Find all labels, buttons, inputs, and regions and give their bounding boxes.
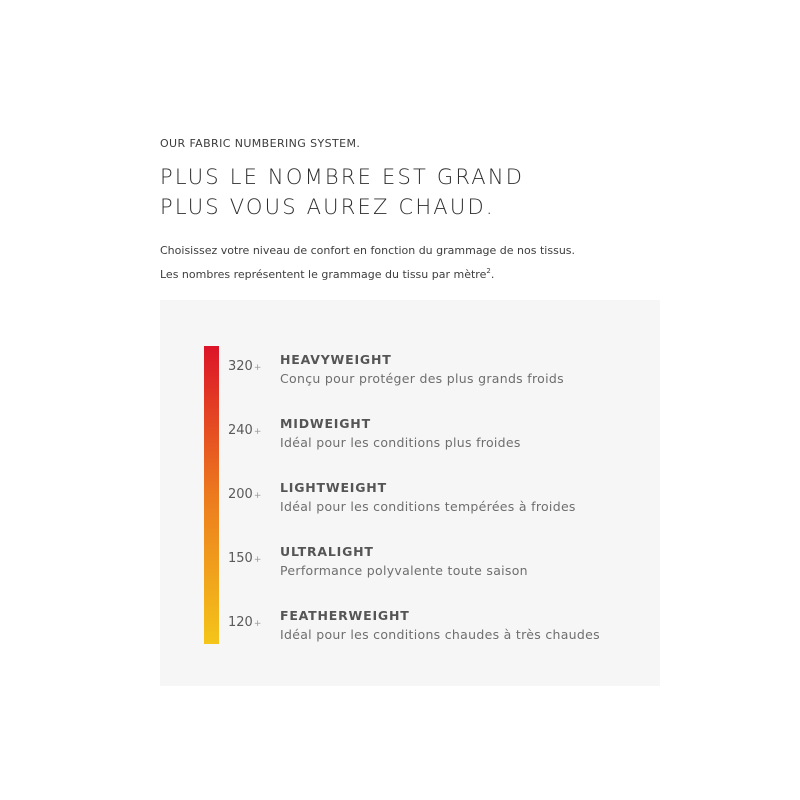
tier-name: LIGHTWEIGHT — [280, 480, 387, 495]
tier-name: ULTRALIGHT — [280, 544, 374, 559]
tier-weight-value — [228, 615, 268, 630]
tier-weight-value — [228, 359, 268, 374]
tier-weight-value — [228, 487, 268, 502]
intro-line-2-text: Les nombres représentent le grammage du tissu par mètre — [160, 268, 487, 281]
plus-sign: + — [253, 491, 262, 501]
weight-number: 120 — [228, 615, 253, 630]
tier-description: Idéal pour les conditions plus froides — [280, 435, 521, 450]
headline-line-1: PLUS LE NOMBRE EST GRAND — [160, 165, 525, 189]
tier-featherweight — [228, 608, 648, 648]
weight-number: 200 — [228, 487, 253, 502]
warmth-gradient-bar — [204, 346, 219, 644]
intro-text — [160, 239, 575, 287]
plus-sign: + — [253, 619, 262, 629]
tier-name: HEAVYWEIGHT — [280, 352, 392, 367]
tier-ultralight — [228, 544, 648, 584]
page-headline — [160, 162, 524, 222]
weight-number: 240 — [228, 423, 253, 438]
tier-name: FEATHERWEIGHT — [280, 608, 410, 623]
tier-weight-value — [228, 551, 268, 566]
plus-sign: + — [253, 363, 262, 373]
tier-heavyweight — [228, 352, 648, 392]
superscript-two: 2 — [486, 267, 491, 275]
intro-line-2 — [160, 263, 575, 287]
intro-line-2-end: . — [490, 268, 495, 281]
section-eyebrow: OUR FABRIC NUMBERING SYSTEM. — [160, 137, 361, 150]
weight-number: 320 — [228, 359, 253, 374]
tier-lightweight — [228, 480, 648, 520]
tier-description: Conçu pour protéger des plus grands froids — [280, 371, 564, 386]
intro-line-1: Choisissez votre niveau de confort en fonction du grammage de nos tissus. — [160, 244, 576, 257]
tier-name: MIDWEIGHT — [280, 416, 371, 431]
plus-sign: + — [253, 427, 262, 437]
fabric-weight-scale-panel — [160, 300, 660, 686]
tier-weight-value — [228, 423, 268, 438]
tier-description: Idéal pour les conditions tempérées à froides — [280, 499, 576, 514]
tier-description: Idéal pour les conditions chaudes à très chaudes — [280, 627, 600, 642]
tier-midweight — [228, 416, 648, 456]
headline-line-2: PLUS VOUS AUREZ CHAUD. — [160, 195, 495, 219]
tier-description: Performance polyvalente toute saison — [280, 563, 528, 578]
plus-sign: + — [253, 555, 262, 565]
weight-number: 150 — [228, 551, 253, 566]
